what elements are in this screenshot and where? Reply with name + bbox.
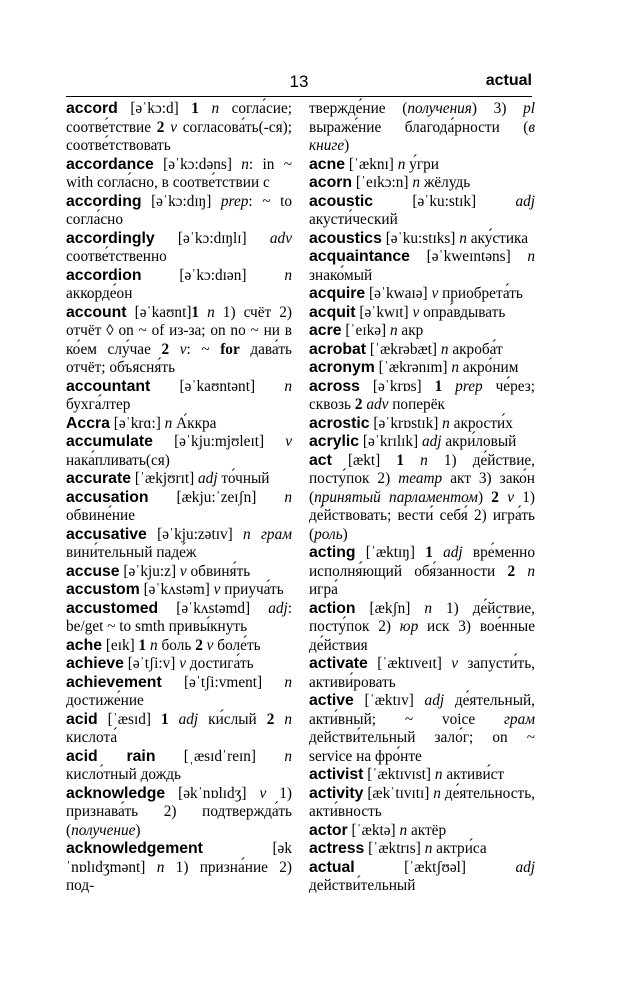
dictionary-entry bbox=[309, 322, 535, 341]
definition-text: поперёк bbox=[388, 396, 445, 413]
dictionary-entry bbox=[309, 378, 535, 415]
headword: active bbox=[309, 692, 354, 709]
transcription: [əˈkɔ:dɪən] bbox=[141, 266, 285, 284]
transcription: [əˈkrɑ:] bbox=[109, 414, 165, 432]
headword: actress bbox=[309, 840, 365, 857]
sense-number: 1 bbox=[425, 544, 433, 561]
dictionary-entry bbox=[66, 230, 292, 267]
grammar-label: получение bbox=[71, 821, 136, 839]
dictionary-entry bbox=[309, 840, 535, 859]
definition-text: боле́ть bbox=[213, 636, 261, 654]
headword: accusation bbox=[66, 488, 149, 506]
grammar-label: n bbox=[424, 599, 432, 617]
transcription: [ˈæknɪ] bbox=[345, 155, 398, 173]
dictionary-entry bbox=[309, 692, 535, 766]
definition-text: достиже́ние bbox=[66, 692, 144, 709]
grammar-label: adj bbox=[432, 544, 463, 561]
transcription: [əkˈnɒlɪdʒmənt] bbox=[66, 840, 292, 876]
transcription: [ˈæktɪŋ] bbox=[355, 544, 426, 561]
grammar-label: pl bbox=[523, 100, 535, 117]
definition-text: действи́тельный зало́г; on ~ service на фро́нте bbox=[309, 729, 535, 765]
definition-text: знако́мый bbox=[309, 266, 373, 284]
headword: accumulate bbox=[66, 433, 153, 450]
transcription: [əkˈnɒlɪdʒ] bbox=[165, 784, 260, 802]
headword: acknowledge bbox=[66, 784, 166, 802]
grammar-label: v bbox=[451, 655, 458, 672]
definition-text: де́ятельность, акти́вность bbox=[309, 784, 535, 820]
headword: accustomed bbox=[66, 599, 159, 617]
dictionary-entry bbox=[66, 470, 292, 489]
definition-text: : in ~ with согла́сно, в соотве́тствии с bbox=[66, 155, 292, 191]
grammar-label: v bbox=[164, 118, 177, 136]
headword: actor bbox=[309, 821, 348, 839]
dictionary-entry bbox=[66, 563, 292, 582]
transcription: [əˈkʌstəm] bbox=[139, 581, 214, 598]
definition-text: вини́тельный паде́ж bbox=[66, 544, 197, 561]
definition-text: обвиня́ть bbox=[186, 562, 251, 580]
definition-text: ) bbox=[477, 488, 492, 506]
grammar-label: adv bbox=[362, 396, 389, 413]
headword: achievement bbox=[66, 673, 162, 691]
definition-text: согла́сие; соотве́тствие bbox=[66, 100, 292, 136]
sense-number: 1 bbox=[434, 377, 443, 395]
definition-text: у́гри bbox=[405, 155, 439, 173]
transcription: [əˈkwaɪə] bbox=[365, 285, 432, 302]
sense-number: 2 bbox=[266, 710, 275, 728]
grammar-label: n bbox=[241, 155, 249, 173]
transcription: [əˈkweɪntəns] bbox=[409, 248, 528, 265]
definition-text: иск 3) вое́нные де́йствия bbox=[309, 618, 535, 654]
definition-text: приуча́ть bbox=[220, 581, 284, 598]
grammar-label: получения bbox=[407, 100, 472, 117]
headword: achieve bbox=[66, 655, 124, 672]
transcription: [ˈæktrɪs] bbox=[364, 840, 425, 857]
dictionary-entry bbox=[309, 452, 535, 545]
transcription: [əˈkaʊnt] bbox=[126, 303, 192, 321]
transcription: [əˈkwɪt] bbox=[355, 303, 413, 321]
dictionary-entry bbox=[309, 600, 535, 656]
grammar-label: v bbox=[259, 784, 267, 802]
grammar-label: adj bbox=[268, 599, 288, 617]
sense-number: 2 bbox=[491, 488, 499, 506]
definition-text: ) bbox=[344, 137, 350, 154]
dictionary-entry bbox=[66, 304, 292, 378]
grammar-label: prep bbox=[442, 377, 483, 395]
headword: according bbox=[66, 192, 142, 210]
grammar-label: n bbox=[199, 303, 215, 321]
page-header bbox=[66, 72, 532, 98]
dictionary-entry bbox=[66, 600, 292, 637]
definition-text: : ~ bbox=[186, 340, 221, 358]
transcription: [əˈku:stɪk] bbox=[373, 192, 516, 210]
transcription: [ˈeɪkə] bbox=[341, 322, 390, 339]
dictionary-entry bbox=[309, 785, 535, 822]
grammar-label: v bbox=[431, 285, 439, 302]
headword: accordion bbox=[66, 266, 142, 284]
grammar-label: n bbox=[424, 840, 433, 857]
dictionary-entry bbox=[309, 544, 535, 600]
definition-text: опра́вдывать bbox=[419, 303, 506, 321]
sense-number: 2 bbox=[161, 340, 170, 358]
grammar-label: n bbox=[146, 636, 158, 654]
headword: accustom bbox=[66, 581, 140, 598]
grammar-label: n bbox=[164, 414, 173, 432]
grammar-label: n bbox=[284, 673, 292, 691]
dictionary-entry bbox=[309, 655, 535, 692]
transcription: [ækʃn] bbox=[355, 599, 425, 617]
definition-text: кислота́ bbox=[66, 729, 118, 746]
definition-text: акро́ним bbox=[458, 359, 519, 376]
headword: acrylic bbox=[309, 433, 360, 450]
definition-text: де́ятельный, акти́вный; ~ voice bbox=[309, 692, 535, 728]
headword: acre bbox=[309, 322, 342, 339]
grammar-label: n bbox=[156, 858, 165, 876]
headword: accusative bbox=[66, 525, 147, 543]
transcription: [əˈtʃi:vment] bbox=[161, 673, 285, 691]
dictionary-entry bbox=[66, 156, 292, 193]
grammar-label: n bbox=[274, 710, 292, 728]
definition-text: акусти́ческий bbox=[309, 211, 398, 228]
dictionary-entry bbox=[66, 489, 292, 526]
dictionary-entry bbox=[309, 174, 535, 193]
definition-text: жёлудь bbox=[420, 174, 471, 191]
definition-text: 1) де́йствие, посту́пок 2) bbox=[309, 451, 535, 487]
definition-text: 1) де́йствовать; вести́ себя́ 2) игра́ть ( bbox=[309, 488, 535, 543]
right-column bbox=[309, 100, 535, 896]
grammar-label: adj bbox=[168, 710, 199, 728]
sense-number: for bbox=[220, 340, 240, 358]
definition-text: кисло́тный дождь bbox=[66, 766, 182, 783]
definition-text: боль bbox=[157, 636, 196, 654]
transcription: [əˈtʃi:v] bbox=[123, 655, 180, 672]
definition-text: игра́ bbox=[309, 581, 338, 598]
transcription: [əˈkɔ:dɪŋlɪ] bbox=[154, 229, 270, 247]
dictionary-entry bbox=[66, 100, 292, 156]
definition-text: нака́пливать(ся) bbox=[66, 451, 170, 469]
transcription: [ˈækrənɪm] bbox=[374, 359, 452, 376]
definition-text: аку́стика bbox=[466, 229, 529, 247]
headword: acoustics bbox=[309, 229, 382, 247]
definition-text: соотве́тственно bbox=[66, 248, 167, 265]
dictionary-entry bbox=[309, 859, 535, 896]
dictionary-entry bbox=[66, 415, 292, 434]
definition-text: ) bbox=[342, 525, 348, 543]
headword: activist bbox=[309, 766, 364, 783]
dictionary-entry bbox=[309, 156, 535, 175]
definition-text: твержде́ние ( bbox=[309, 100, 408, 117]
dictionary-entry bbox=[66, 193, 292, 230]
definition-text: дава́ть отчёт; объясня́ть bbox=[66, 340, 292, 376]
definition-text: 1) признава́ть 2) подтвержда́ть ( bbox=[66, 784, 292, 839]
transcription: [ˌæsɪdˈreɪn] bbox=[155, 747, 285, 765]
grammar-label: n bbox=[284, 377, 292, 395]
grammar-label: adv bbox=[269, 229, 292, 247]
header-rule bbox=[66, 96, 532, 97]
definition-text: аккорде́он bbox=[66, 285, 133, 302]
headword: account bbox=[66, 303, 127, 321]
grammar-label: грам bbox=[503, 710, 535, 728]
transcription: [eɪk] bbox=[102, 636, 139, 654]
sense-number: 1 bbox=[191, 100, 199, 117]
grammar-label: v bbox=[213, 581, 221, 598]
grammar-label: adj bbox=[515, 858, 535, 876]
dictionary-entry bbox=[66, 526, 292, 563]
grammar-label: v bbox=[179, 655, 186, 672]
headword: action bbox=[309, 599, 356, 617]
dictionary-entry bbox=[66, 655, 292, 674]
headword: acne bbox=[309, 155, 346, 173]
definition-text: акрости́х bbox=[449, 414, 513, 432]
headword: acknowledgement bbox=[66, 840, 203, 857]
grammar-label: n bbox=[434, 766, 443, 783]
grammar-label: n bbox=[412, 174, 420, 191]
definition-text: активи́ст bbox=[442, 766, 505, 783]
definition-text: вре́менно исполня́ющий обя́занности bbox=[309, 544, 535, 580]
dictionary-entry bbox=[309, 341, 535, 360]
headword: activity bbox=[309, 784, 364, 802]
headword: acting bbox=[309, 544, 356, 561]
transcription: [ˈækrəbæt] bbox=[366, 340, 441, 358]
transcription: [əˈkju:mjʊleɪt] bbox=[152, 433, 286, 450]
sense-number: 1 bbox=[138, 636, 147, 654]
definition-text: актри́са bbox=[432, 840, 487, 857]
grammar-label: n bbox=[440, 340, 449, 358]
headword: acquit bbox=[309, 303, 356, 321]
transcription: [ˈeɪkɔ:n] bbox=[352, 174, 413, 191]
grammar-label: v bbox=[285, 433, 292, 450]
definition-text: 1) счёт 2) отчёт ◊ on ~ of из-за; on no ~ ни в ко́ем слу́чае bbox=[66, 303, 292, 358]
headword: acquire bbox=[309, 285, 366, 302]
headword: acrobat bbox=[309, 340, 367, 358]
grammar-label: n грам bbox=[243, 525, 292, 543]
definition-text: то́чный bbox=[217, 470, 270, 487]
definition-text: достига́ть bbox=[185, 655, 254, 672]
dictionary-entry bbox=[309, 230, 535, 249]
headword: across bbox=[309, 377, 360, 395]
grammar-label: n bbox=[397, 155, 406, 173]
dictionary-entry bbox=[309, 100, 535, 156]
grammar-label: принятый парламентом bbox=[314, 488, 478, 506]
definition-text: че́рез; сквозь bbox=[309, 377, 535, 413]
definition-text: запусти́ть, активи́ровать bbox=[309, 655, 535, 691]
definition-text: А́ккра bbox=[172, 414, 217, 432]
transcription: [ˈæsɪd] bbox=[97, 710, 161, 728]
grammar-label: n bbox=[198, 100, 220, 117]
sense-number: 2 bbox=[156, 118, 165, 136]
dictionary-entry bbox=[66, 785, 292, 841]
definition-text: 1) призна́ние 2) под- bbox=[66, 858, 292, 894]
dictionary-entry bbox=[309, 193, 535, 230]
definition-text: выраже́ние благода́рности ( bbox=[309, 118, 529, 136]
headword: accountant bbox=[66, 377, 151, 395]
sense-number: 2 bbox=[195, 636, 203, 654]
headword: activate bbox=[309, 655, 368, 672]
grammar-label: роль bbox=[314, 525, 343, 543]
transcription: [əˈkaʊntənt] bbox=[150, 377, 285, 395]
headword: acronym bbox=[309, 359, 375, 376]
grammar-label: v bbox=[412, 303, 420, 321]
page-number: 13 bbox=[289, 72, 309, 91]
grammar-label: n bbox=[433, 784, 441, 802]
grammar-label: n bbox=[404, 451, 428, 469]
sense-number: 1 bbox=[160, 710, 169, 728]
transcription: [əˈkju:zətɪv] bbox=[146, 525, 244, 543]
definition-text: согласова́ть(-ся); соотве́тствовать bbox=[66, 118, 292, 154]
transcription: [əˈkɔ:dəns] bbox=[153, 155, 242, 173]
headword: accurate bbox=[66, 470, 131, 487]
grammar-label: n bbox=[515, 562, 535, 580]
definition-text: бухга́лтер bbox=[66, 396, 131, 413]
definition-text: ) 3) bbox=[471, 100, 524, 117]
headword: acid bbox=[66, 710, 98, 728]
transcription: [əˈkrɪlɪk] bbox=[359, 433, 422, 450]
transcription: [əˈkju:z] bbox=[119, 562, 180, 580]
grammar-label: adj bbox=[421, 433, 442, 450]
headword: acquaintance bbox=[309, 248, 410, 265]
transcription: [əˈku:stɪks] bbox=[381, 229, 460, 247]
transcription: [ˈæktə] bbox=[347, 821, 400, 839]
sense-number: 1 bbox=[396, 451, 405, 469]
left-column bbox=[66, 100, 292, 896]
dictionary-entry bbox=[309, 304, 535, 323]
dictionary-entry bbox=[66, 267, 292, 304]
grammar-label: n bbox=[399, 821, 408, 839]
dictionary-entry bbox=[66, 637, 292, 656]
transcription: [ækju:ˈzeɪʃn] bbox=[148, 488, 285, 506]
grammar-label: adj bbox=[515, 192, 535, 210]
transcription: [ˈæktɪv] bbox=[353, 692, 425, 709]
dictionary-entry bbox=[66, 840, 292, 896]
grammar-label: prep bbox=[220, 192, 249, 210]
headword: act bbox=[309, 451, 332, 469]
dictionary-entry bbox=[66, 674, 292, 711]
definition-text: действи́тельный bbox=[309, 877, 416, 894]
transcription: [ˈækjʊrɪt] bbox=[131, 470, 199, 487]
transcription: [əˈkrɒstɪk] bbox=[369, 414, 443, 432]
dictionary-entry bbox=[66, 748, 292, 785]
definition-text: акр bbox=[397, 322, 424, 339]
dictionary-entry bbox=[309, 359, 535, 378]
grammar-label: n bbox=[284, 488, 292, 506]
definition-text: 1) де́йствие, посту́пок 2) bbox=[309, 599, 535, 635]
headword: actual bbox=[309, 858, 355, 876]
dictionary-entry bbox=[309, 248, 535, 285]
transcription: [əˈkrɒs] bbox=[359, 377, 435, 395]
dictionary-entry bbox=[66, 581, 292, 600]
headword: acorn bbox=[309, 174, 353, 191]
dictionary-entry bbox=[309, 766, 535, 785]
headword: accuse bbox=[66, 562, 120, 580]
dictionary-entry bbox=[309, 415, 535, 434]
definition-text: акроба́т bbox=[448, 340, 503, 358]
grammar-label: n bbox=[284, 266, 292, 284]
dictionary-entry bbox=[66, 378, 292, 415]
grammar-label: n bbox=[389, 322, 398, 339]
definition-text: : be/get ~ to smth привы́кнуть bbox=[66, 599, 292, 635]
definition-text: ) bbox=[135, 821, 141, 839]
sense-number: 2 bbox=[354, 396, 363, 413]
definition-text: : ~ to согла́сно bbox=[66, 192, 292, 228]
definition-text: обвине́ние bbox=[66, 507, 135, 524]
dictionary-entry bbox=[309, 433, 535, 452]
headword: ache bbox=[66, 636, 103, 654]
running-head: actual bbox=[485, 72, 532, 89]
headword: acid rain bbox=[66, 747, 156, 765]
headword: acrostic bbox=[309, 414, 370, 432]
grammar-label: n bbox=[459, 229, 467, 247]
definition-text: акт 3) зако́н ( bbox=[309, 470, 535, 506]
dictionary-entry bbox=[66, 433, 292, 470]
dictionary-entry bbox=[66, 711, 292, 748]
dictionary-entry bbox=[309, 822, 535, 841]
headword: accordingly bbox=[66, 229, 155, 247]
transcription: [əˈkɔ:dɪŋ] bbox=[141, 192, 221, 210]
transcription: [ˈæktʃʊəl] bbox=[354, 858, 516, 876]
transcription: [ˈæktɪveɪt] bbox=[367, 655, 452, 672]
definition-text: актёр bbox=[407, 821, 447, 839]
grammar-label: v bbox=[202, 636, 214, 654]
grammar-label: v bbox=[498, 488, 514, 506]
grammar-label: adj bbox=[198, 470, 218, 487]
transcription: [ækˈtɪvɪtɪ] bbox=[363, 784, 434, 802]
grammar-label: n bbox=[451, 359, 459, 376]
definition-text: приобрета́ть bbox=[438, 285, 523, 302]
transcription: [əˈkʌstəmd] bbox=[158, 599, 269, 617]
dictionary-entry bbox=[309, 285, 535, 304]
grammar-label: театр bbox=[398, 470, 443, 487]
grammar-label: v bbox=[169, 340, 187, 358]
headword: acoustic bbox=[309, 192, 374, 210]
grammar-label: в книге bbox=[309, 118, 535, 154]
definition-text: ки́слый bbox=[198, 710, 267, 728]
transcription: [ˈæktɪvɪst] bbox=[363, 766, 435, 783]
headword: accordance bbox=[66, 155, 154, 173]
transcription: [ækt] bbox=[331, 451, 397, 469]
sense-number: 2 bbox=[507, 562, 516, 580]
grammar-label: n bbox=[527, 248, 535, 265]
sense-number: 1 bbox=[191, 303, 200, 321]
grammar-label: юр bbox=[399, 618, 419, 635]
grammar-label: n bbox=[442, 414, 450, 432]
transcription: [əˈkɔ:d] bbox=[117, 100, 192, 117]
headword: accord bbox=[66, 100, 118, 117]
grammar-label: adj bbox=[424, 692, 445, 709]
grammar-label: v bbox=[179, 562, 187, 580]
definition-text: акри́ловый bbox=[441, 433, 517, 450]
grammar-label: n bbox=[284, 747, 292, 765]
headword: Accra bbox=[66, 414, 110, 432]
